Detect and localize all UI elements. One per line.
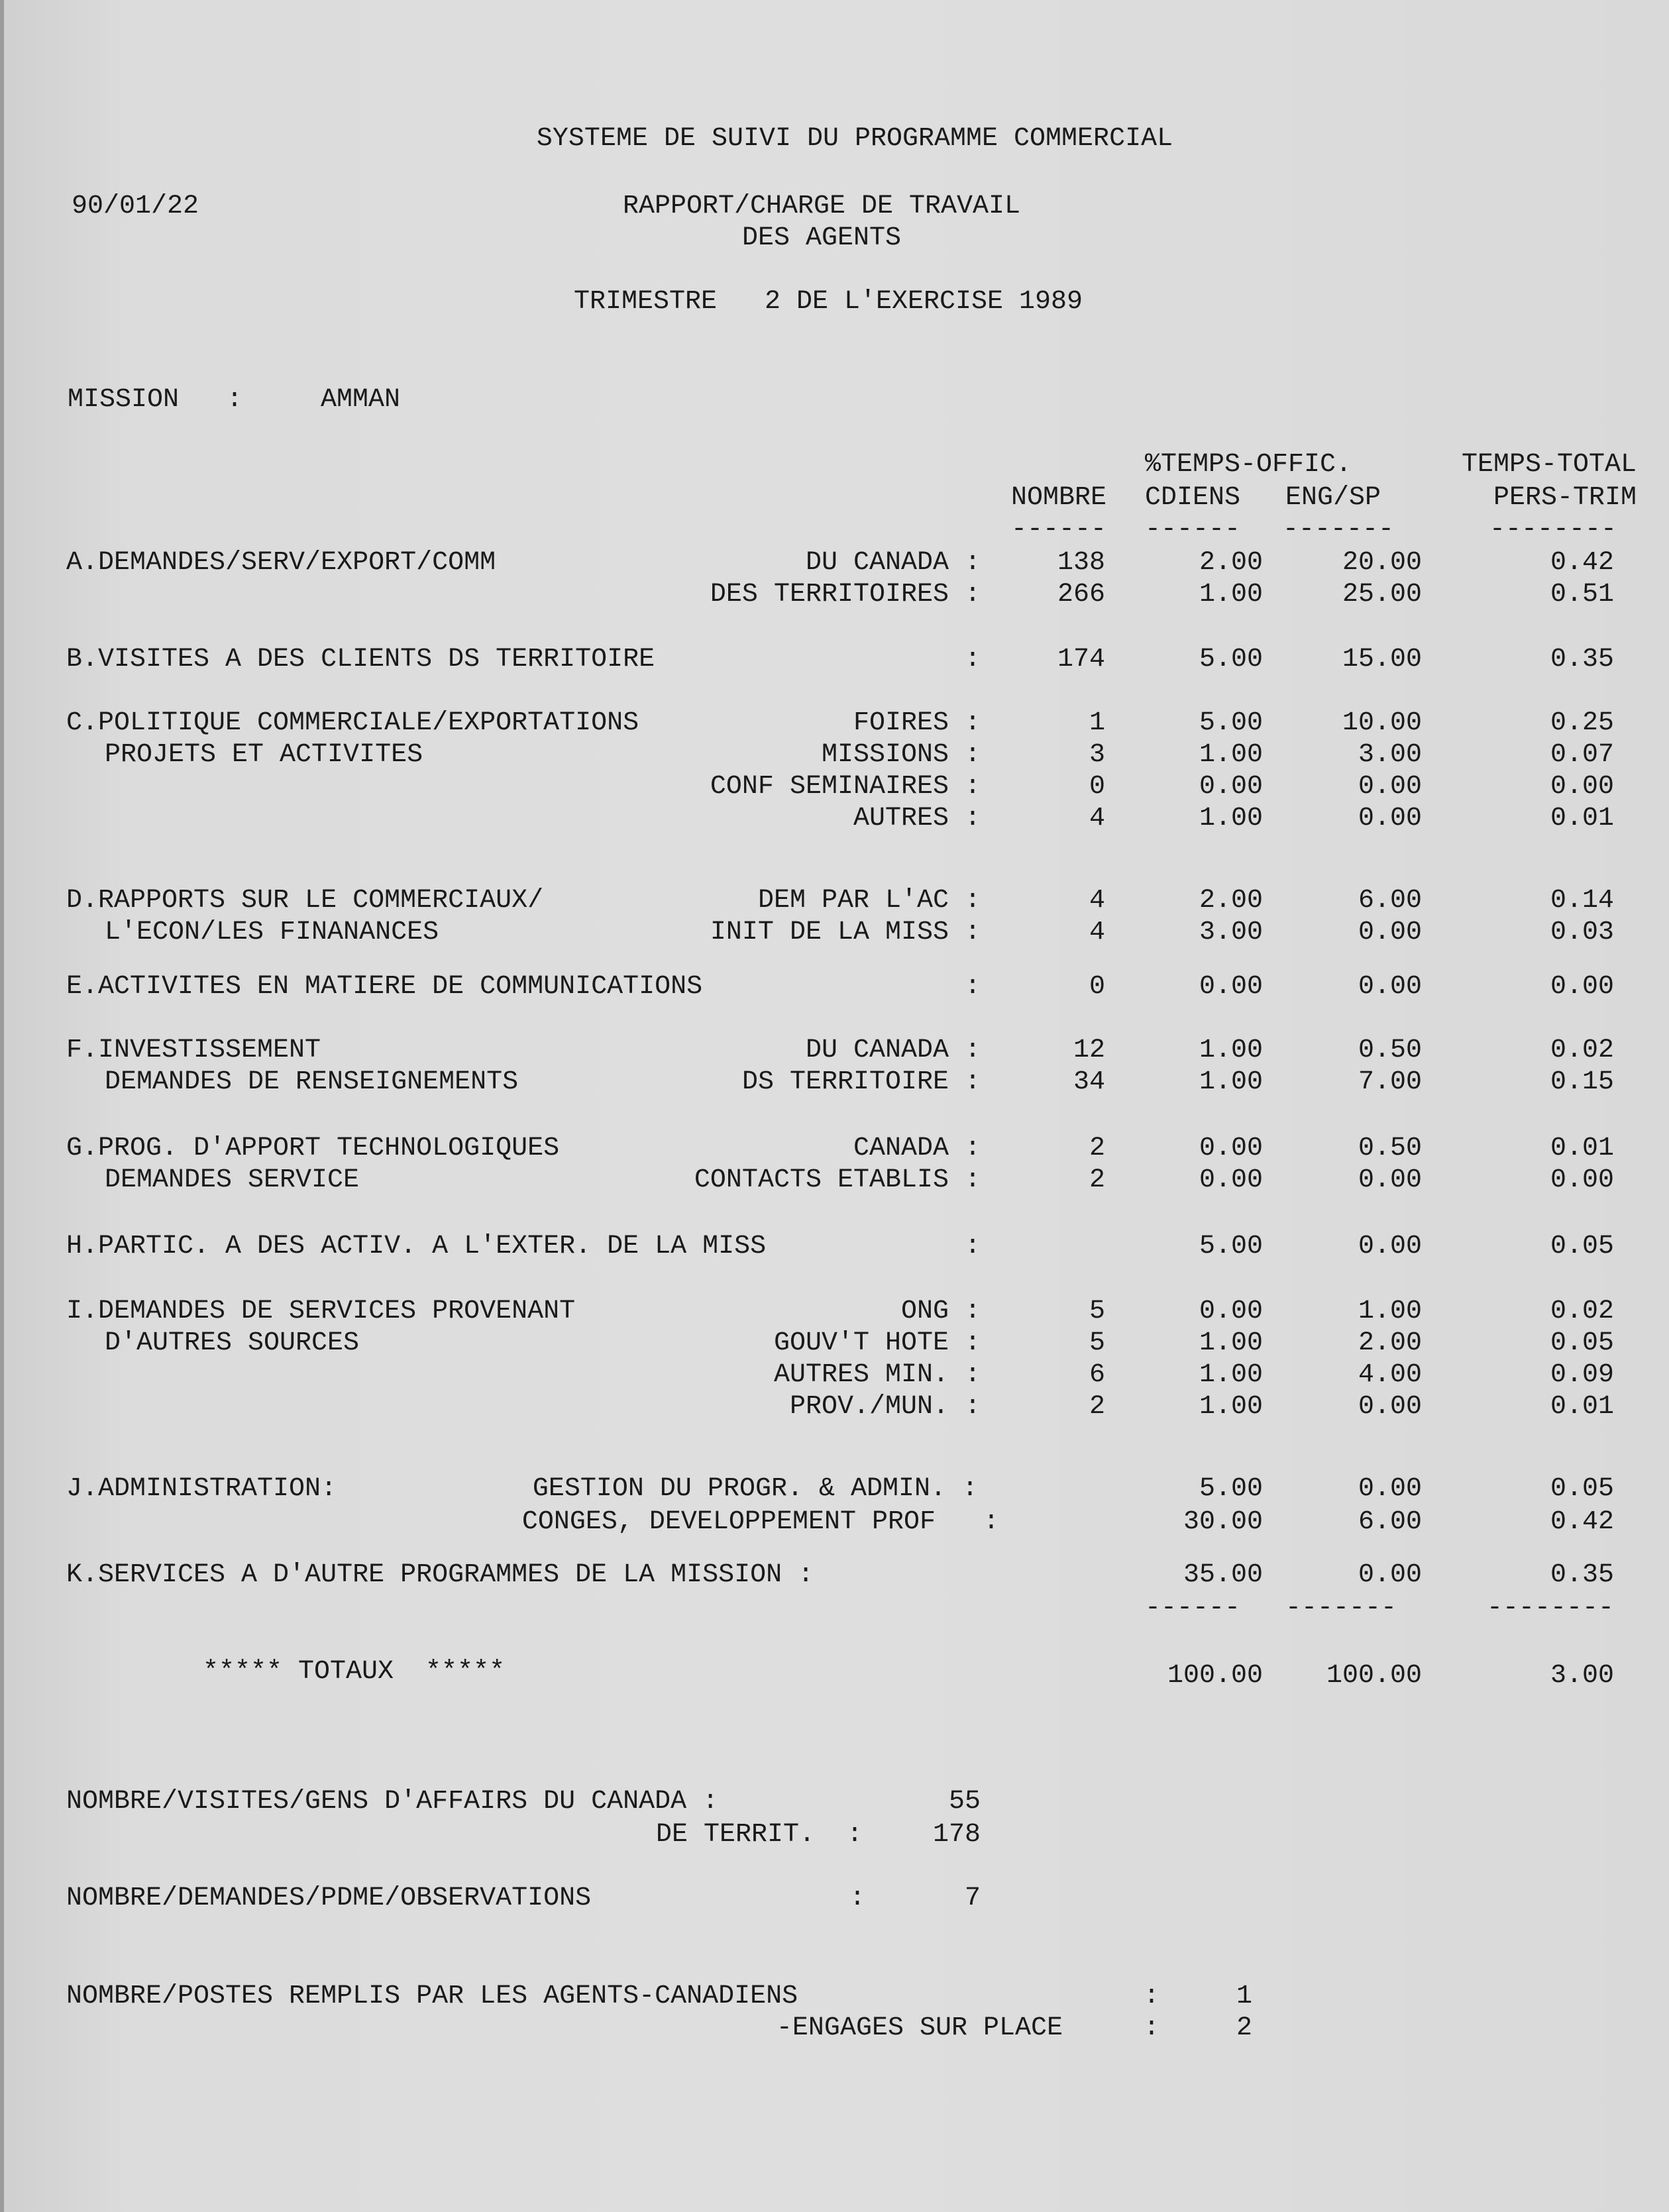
col-header-nombre: NOMBRE [1010, 483, 1106, 513]
row-perstrim: 0.35 [1550, 645, 1614, 674]
row-sublabel: PROV./MUN. : [789, 1392, 981, 1422]
row-nombre: 3 [1089, 740, 1105, 770]
row-sublabel: : [964, 972, 981, 1002]
row-nombre: 138 [1057, 548, 1105, 578]
col-dash-cdiens: ------ [1145, 515, 1241, 545]
row-perstrim: 0.09 [1550, 1360, 1614, 1390]
row-sublabel: CONTACTS ETABLIS : [694, 1165, 981, 1195]
row-nombre: 5 [1089, 1296, 1105, 1326]
row-nombre: 2 [1089, 1165, 1105, 1195]
row-cdiens: 0.00 [1199, 1296, 1263, 1326]
row-cdiens: 0.00 [1199, 972, 1263, 1002]
row-perstrim: 0.01 [1550, 1133, 1614, 1163]
row-sublabel: INIT DE LA MISS : [710, 918, 981, 947]
row-perstrim: 0.05 [1550, 1328, 1614, 1358]
section-label-2: L'ECON/LES FINANANCES [105, 918, 439, 947]
row-perstrim: 0.05 [1550, 1232, 1614, 1261]
row-cdiens: 35.00 [1183, 1560, 1263, 1590]
row-sublabel: DU CANADA : [805, 1035, 981, 1065]
col-header-perstrim: PERS-TRIM [1493, 483, 1637, 513]
row-perstrim: 0.07 [1550, 740, 1614, 770]
row-perstrim: 0.42 [1550, 1507, 1614, 1537]
row-cdiens: 1.00 [1199, 580, 1263, 609]
row-cdiens: 5.00 [1199, 645, 1263, 674]
section-label-2: D'AUTRES SOURCES [105, 1328, 360, 1358]
section-label: B.VISITES A DES CLIENTS DS TERRITOIRE [66, 645, 655, 674]
row-sublabel: ONG : [900, 1296, 981, 1326]
mission-label: MISSION : [68, 385, 243, 415]
footer-demandes-value: 7 [964, 1883, 981, 1913]
row-nombre: 4 [1089, 918, 1105, 947]
row-perstrim: 0.15 [1550, 1067, 1614, 1097]
row-perstrim: 0.02 [1550, 1035, 1614, 1065]
footer-territ-label: DE TERRIT. : [655, 1820, 863, 1850]
row-nombre: 2 [1089, 1392, 1105, 1422]
row-engsp: 0.00 [1358, 772, 1422, 802]
row-nombre: 34 [1073, 1067, 1105, 1097]
section-label: F.INVESTISSEMENT [66, 1035, 321, 1065]
row-cdiens: 1.00 [1199, 740, 1263, 770]
row-cdiens: 2.00 [1199, 886, 1263, 916]
row-engsp: 0.00 [1358, 1474, 1422, 1504]
row-engsp: 25.00 [1342, 580, 1422, 609]
section-label-2: DEMANDES SERVICE [105, 1165, 360, 1195]
section-label: J.ADMINISTRATION: [66, 1474, 337, 1504]
row-engsp: 0.00 [1358, 918, 1422, 947]
row-engsp: 0.00 [1358, 1560, 1422, 1590]
row-cdiens: 1.00 [1199, 804, 1263, 833]
col-header-pct: %TEMPS-OFFIC. [1145, 450, 1352, 480]
row-nombre: 1 [1089, 708, 1105, 738]
totals-label: ***** TOTAUX ***** [203, 1657, 506, 1687]
row-cdiens: 0.00 [1199, 1133, 1263, 1163]
row-engsp: 0.00 [1358, 1232, 1422, 1261]
section-label-2: DEMANDES DE RENSEIGNEMENTS [105, 1067, 519, 1097]
row-perstrim: 0.51 [1550, 580, 1614, 609]
row-nombre: 4 [1089, 886, 1105, 916]
row-perstrim: 0.01 [1550, 804, 1614, 833]
row-cdiens: 2.00 [1199, 548, 1263, 578]
row-engsp: 0.50 [1358, 1035, 1422, 1065]
row-sublabel: DEM PAR L'AC : [757, 886, 981, 916]
row-nombre: 2 [1089, 1133, 1105, 1163]
section-label-2: PROJETS ET ACTIVITES [105, 740, 423, 770]
row-perstrim: 0.01 [1550, 1392, 1614, 1422]
footer-postes-canadiens: 1 [1236, 1981, 1252, 2011]
row-cdiens: 30.00 [1183, 1507, 1263, 1537]
row-engsp: 0.00 [1358, 1392, 1422, 1422]
row-cdiens: 1.00 [1199, 1392, 1263, 1422]
row-nombre: 5 [1089, 1328, 1105, 1358]
col-header-cdiens: CDIENS [1145, 483, 1241, 513]
total-engsp: 100.00 [1326, 1661, 1422, 1691]
row-sublabel: FOIRES : [853, 708, 981, 738]
row-perstrim: 0.00 [1550, 972, 1614, 1002]
row-nombre: 4 [1089, 804, 1105, 833]
row-perstrim: 0.42 [1550, 548, 1614, 578]
row-sublabel: GOUV'T HOTE : [773, 1328, 981, 1358]
row-nombre: 12 [1073, 1035, 1105, 1065]
row-sublabel: CONGES, DEVELOPPEMENT PROF : [521, 1507, 999, 1537]
total-dash-cdiens: ------ [1145, 1593, 1241, 1623]
row-engsp: 0.00 [1358, 804, 1422, 833]
row-nombre: 6 [1089, 1360, 1105, 1390]
row-engsp: 2.00 [1358, 1328, 1422, 1358]
row-engsp: 1.00 [1358, 1296, 1422, 1326]
row-sublabel: DS TERRITOIRE : [741, 1067, 981, 1097]
row-sublabel: DU CANADA : [805, 548, 981, 578]
footer-engages-label: -ENGAGES SUR PLACE [776, 2013, 1063, 2043]
col-header-total: TEMPS-TOTAL [1461, 450, 1637, 480]
row-sublabel: AUTRES : [853, 804, 981, 833]
row-cdiens: 3.00 [1199, 918, 1263, 947]
footer-postes-engages: 2 [1236, 2013, 1252, 2043]
col-dash-engsp: ------- [1283, 515, 1395, 545]
section-label: E.ACTIVITES EN MATIERE DE COMMUNICATIONS [66, 972, 703, 1002]
row-cdiens: 5.00 [1199, 1232, 1263, 1261]
total-cdiens: 100.00 [1167, 1661, 1263, 1691]
row-sublabel: AUTRES MIN. : [773, 1360, 981, 1390]
row-sublabel: DES TERRITOIRES : [710, 580, 981, 609]
row-cdiens: 5.00 [1199, 708, 1263, 738]
row-nombre: 0 [1089, 772, 1105, 802]
section-label: G.PROG. D'APPORT TECHNOLOGIQUES [66, 1133, 560, 1163]
total-dash-perstrim: -------- [1486, 1593, 1614, 1623]
row-sublabel: CANADA : [853, 1133, 981, 1163]
row-cdiens: 1.00 [1199, 1328, 1263, 1358]
footer-visites-territ: 178 [932, 1820, 981, 1850]
row-perstrim: 0.00 [1550, 1165, 1614, 1195]
row-engsp: 4.00 [1358, 1360, 1422, 1390]
row-nombre: 0 [1089, 972, 1105, 1002]
row-perstrim: 0.14 [1550, 886, 1614, 916]
report-subtitle-1: RAPPORT/CHARGE DE TRAVAIL [622, 191, 1021, 221]
row-engsp: 10.00 [1342, 708, 1422, 738]
row-engsp: 0.50 [1358, 1133, 1422, 1163]
footer-visites-canada: 55 [948, 1787, 981, 1817]
row-cdiens: 5.00 [1199, 1474, 1263, 1504]
report-title: SYSTEME DE SUIVI DU PROGRAMME COMMERCIAL [536, 124, 1173, 154]
row-cdiens: 0.00 [1199, 772, 1263, 802]
col-dash-nombre: ------ [1010, 515, 1106, 545]
section-label: H.PARTIC. A DES ACTIV. A L'EXTER. DE LA MISS [66, 1232, 767, 1261]
row-engsp: 0.00 [1358, 972, 1422, 1002]
section-label: C.POLITIQUE COMMERCIALE/EXPORTATIONS [66, 708, 639, 738]
footer-visites-label: NOMBRE/VISITES/GENS D'AFFAIRS DU CANADA : [66, 1787, 719, 1817]
footer-demandes-sep: : [849, 1883, 866, 1913]
row-sublabel: CONF SEMINAIRES : [710, 772, 981, 802]
row-cdiens: 1.00 [1199, 1035, 1263, 1065]
row-nombre: 266 [1057, 580, 1105, 609]
col-header-engsp: ENG/SP [1285, 483, 1381, 513]
row-sublabel: GESTION DU PROGR. & ADMIN. : [532, 1474, 978, 1504]
footer-postes-sep: : [1144, 1981, 1160, 2011]
footer-postes-label: NOMBRE/POSTES REMPLIS PAR LES AGENTS-CANADIENS [66, 1981, 798, 2011]
total-dash-engsp: ------- [1285, 1593, 1397, 1623]
row-perstrim: 0.05 [1550, 1474, 1614, 1504]
row-engsp: 3.00 [1358, 740, 1422, 770]
report-date: 90/01/22 [72, 191, 199, 221]
footer-demandes-label: NOMBRE/DEMANDES/PDME/OBSERVATIONS [66, 1883, 592, 1913]
footer-engages-sep: : [1144, 2013, 1160, 2043]
row-engsp: 6.00 [1358, 1507, 1422, 1537]
page-edge [0, 0, 4, 2212]
row-nombre: 174 [1057, 645, 1105, 674]
row-perstrim: 0.03 [1550, 918, 1614, 947]
report-subtitle-2: DES AGENTS [741, 223, 902, 253]
row-engsp: 7.00 [1358, 1067, 1422, 1097]
report-quarter: TRIMESTRE 2 DE L'EXERCISE 1989 [573, 287, 1083, 317]
row-perstrim: 0.35 [1550, 1560, 1614, 1590]
row-engsp: 6.00 [1358, 886, 1422, 916]
row-engsp: 15.00 [1342, 645, 1422, 674]
section-label: A.DEMANDES/SERV/EXPORT/COMM [66, 548, 496, 578]
row-engsp: 0.00 [1358, 1165, 1422, 1195]
row-sublabel: MISSIONS : [821, 740, 981, 770]
row-sublabel: : [964, 1232, 981, 1261]
section-label: K.SERVICES A D'AUTRE PROGRAMMES DE LA MISSION : [66, 1560, 814, 1590]
total-perstrim: 3.00 [1550, 1661, 1614, 1691]
section-label: D.RAPPORTS SUR LE COMMERCIAUX/ [66, 886, 544, 916]
row-sublabel: : [964, 645, 981, 674]
row-perstrim: 0.25 [1550, 708, 1614, 738]
row-perstrim: 0.02 [1550, 1296, 1614, 1326]
mission-value: AMMAN [321, 385, 401, 415]
row-cdiens: 1.00 [1199, 1360, 1263, 1390]
row-perstrim: 0.00 [1550, 772, 1614, 802]
row-engsp: 20.00 [1342, 548, 1422, 578]
section-label: I.DEMANDES DE SERVICES PROVENANT [66, 1296, 576, 1326]
row-cdiens: 1.00 [1199, 1067, 1263, 1097]
row-cdiens: 0.00 [1199, 1165, 1263, 1195]
col-dash-perstrim: -------- [1489, 515, 1617, 545]
